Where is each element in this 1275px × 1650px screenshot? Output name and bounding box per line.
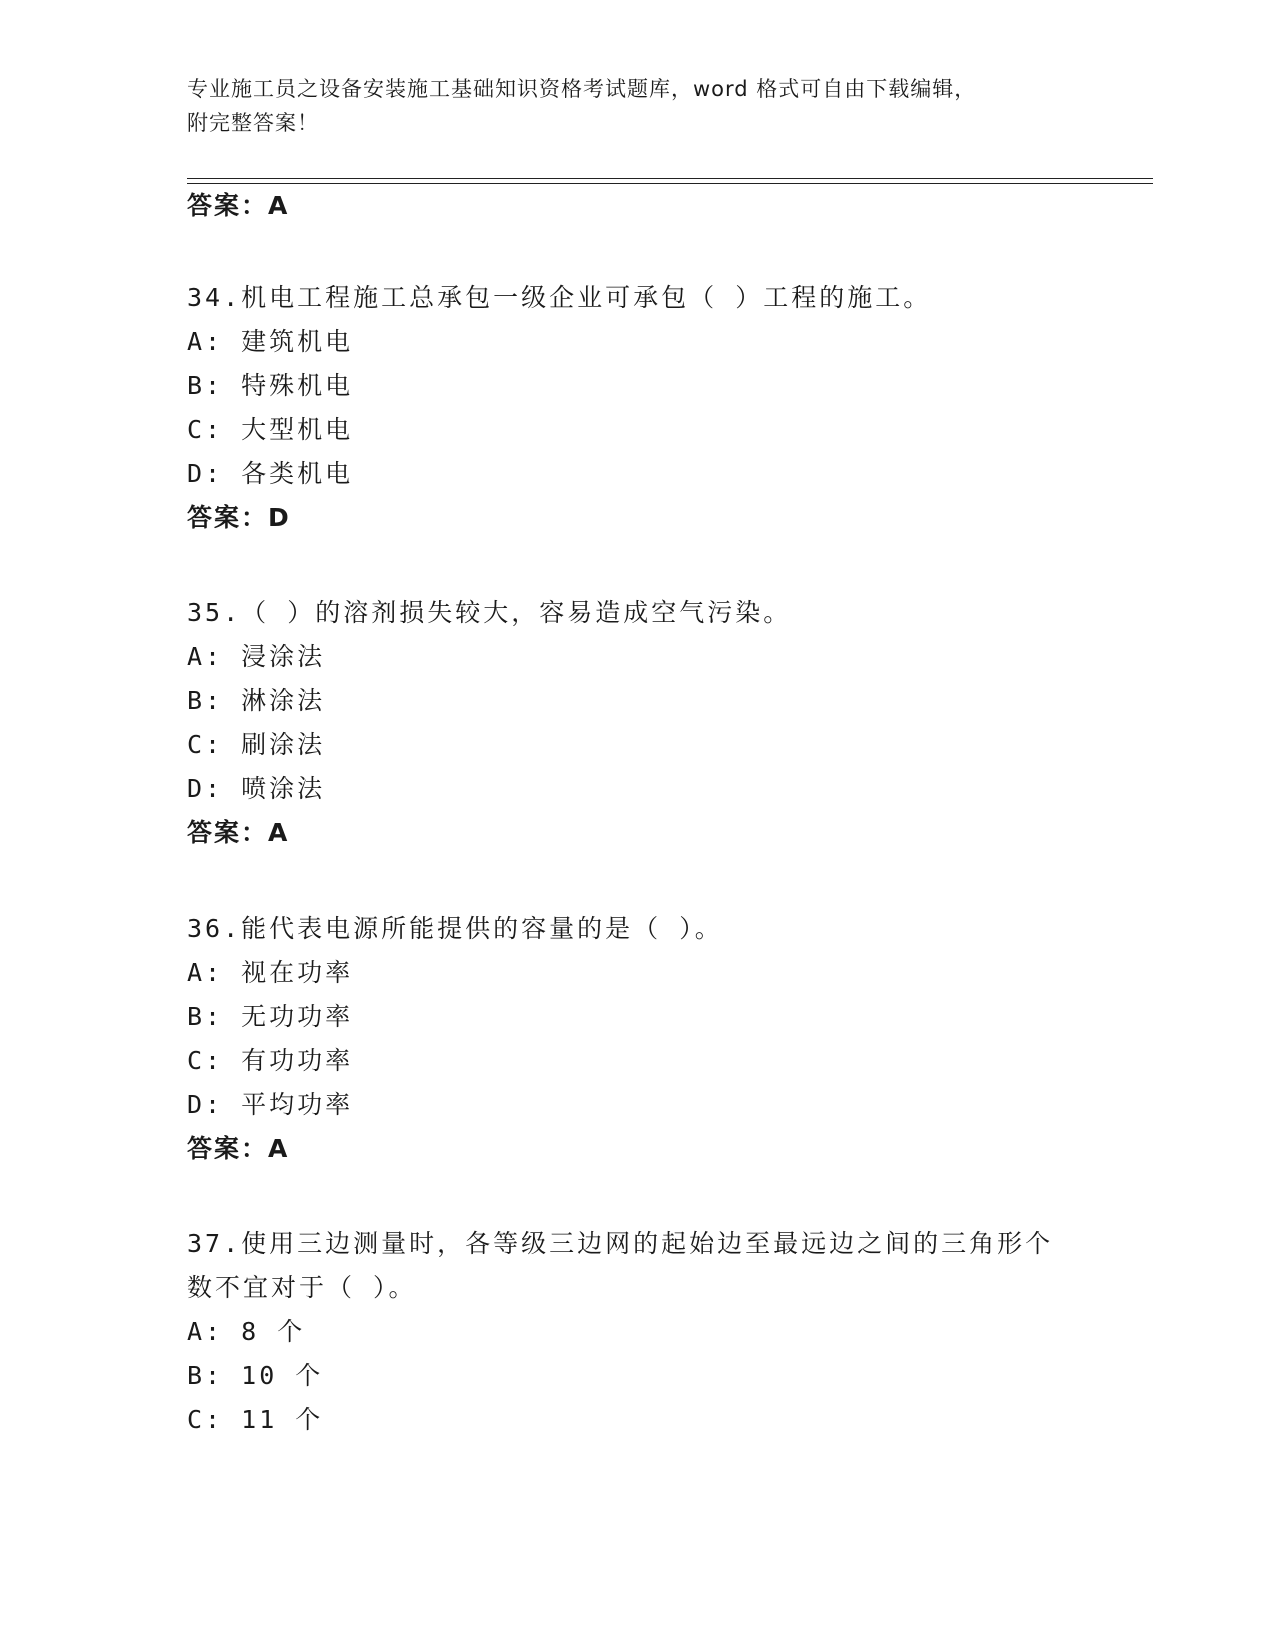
header-divider-bottom — [187, 183, 1153, 184]
question-36-stem: 36.能代表电源所能提供的容量的是（ ）。 — [187, 914, 723, 943]
question-36-option-a: A: 视在功率 — [187, 958, 354, 987]
question-36-option-c: C: 有功功率 — [187, 1046, 354, 1075]
question-35-option-d: D: 喷涂法 — [187, 774, 326, 803]
question-34-option-a: A: 建筑机电 — [187, 327, 354, 356]
question-34-answer: 答案：D — [187, 503, 291, 532]
question-36-option-b: B: 无功功率 — [187, 1002, 354, 1031]
question-37-option-c: C: 11 个 — [187, 1405, 324, 1434]
question-34-option-b: B: 特殊机电 — [187, 371, 354, 400]
question-35-stem: 35.（ ）的溶剂损失较大，容易造成空气污染。 — [187, 598, 792, 627]
question-34-stem: 34.机电工程施工总承包一级企业可承包（ ）工程的施工。 — [187, 283, 932, 312]
question-36-option-d: D: 平均功率 — [187, 1090, 354, 1119]
header-line-2: 附完整答案！ — [187, 111, 319, 135]
question-35-option-c: C: 刷涂法 — [187, 730, 326, 759]
header-line-1: 专业施工员之设备安装施工基础知识资格考试题库，word 格式可自由下载编辑， — [187, 77, 977, 101]
question-37-option-b: B: 10 个 — [187, 1361, 324, 1390]
header-divider-top — [187, 178, 1153, 179]
question-37-stem-line-1: 37.使用三边测量时，各等级三边网的起始边至最远边之间的三角形个 — [187, 1229, 1054, 1258]
question-37-option-a: A: 8 个 — [187, 1317, 306, 1346]
question-35-answer: 答案：A — [187, 818, 290, 847]
question-35-option-b: B: 淋涂法 — [187, 686, 326, 715]
question-34-option-c: C: 大型机电 — [187, 415, 354, 444]
document-header — [187, 72, 1087, 140]
question-36-answer: 答案：A — [187, 1134, 290, 1163]
question-35-option-a: A: 浸涂法 — [187, 642, 326, 671]
previous-answer: 答案：A — [187, 191, 290, 220]
question-34-option-d: D: 各类机电 — [187, 459, 354, 488]
question-37-stem-line-2: 数不宜对于（ ）。 — [187, 1273, 417, 1302]
